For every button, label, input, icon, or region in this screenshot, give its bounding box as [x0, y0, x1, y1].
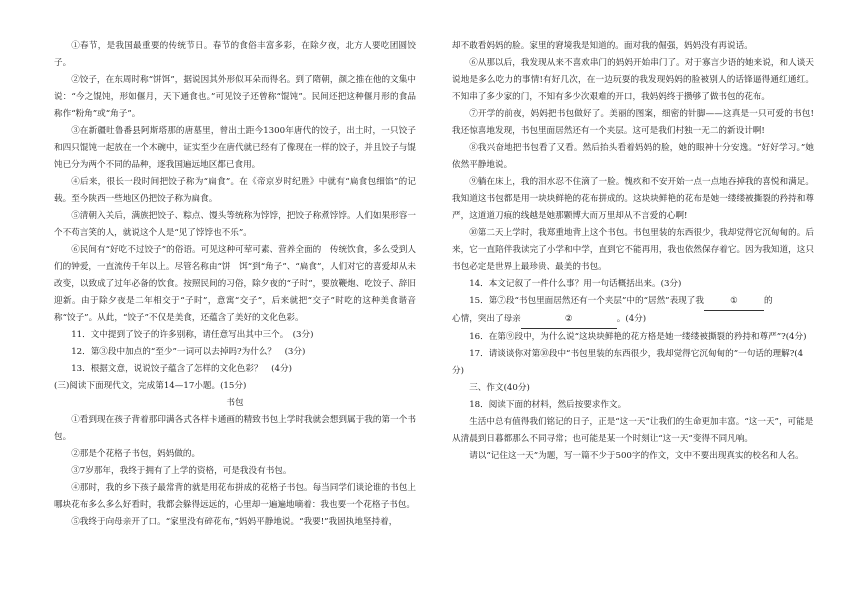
story-title: 书包	[226, 398, 244, 408]
story-paragraph-2: ②那是个花格子书包，妈妈做的。	[71, 449, 201, 459]
story-paragraph-6: ⑥从那以后，我发现从来不喜欢串门的妈妈开始串门了。对于寡言少语的她来说，和人谈天说地是多么吃力的事情!有好几次，在一边玩耍的我发现妈妈的脸被别人的话锋逼得通红通红。不知串了多少家的门，不知有多少次艰难的开口，我妈妈终于攒够了做书包的花布。	[452, 58, 814, 102]
answer-blank-1[interactable]: ①	[704, 293, 764, 311]
story-paragraph-1: ①看到现在孩子背着那印满各式各样卡通画的精致书包上学时我就会想到属于我的第一个书包。	[54, 415, 416, 442]
essay-paragraph-5: ⑤清朝入关后，满族把饺子、粽点、馒头等统称为饽饽，把饺子称煮饽饽。人们如果形容一个不苟言笑的人，就说这个人是“见了饽饽也不乐”。	[54, 211, 416, 238]
story-paragraph-9: ⑨躺在床上，我的泪水忍不住滴了一脸。愧疚和不安开始一点一点地吞掉我的喜悦和满足。我知道这书包都是用一块块鲜艳的花布拼成的。这块块鲜艳的花布是她一缕缕被撕裂的矜持和尊严，这道道刀痕的线越是她那颗博大而万里却从不言爱的心啊!	[452, 177, 814, 221]
story-paragraph-3: ③7岁那年，我终于拥有了上学的资格，可是我没有书包。	[71, 466, 292, 476]
question-11: 11．文中提到了饺子的许多别称，请任意写出其中三个。 (3分)	[71, 330, 314, 340]
question-12: 12．第③段中加点的“至少”一词可以去掉吗?为什么？ (3分)	[71, 347, 306, 357]
question-15-part-d: 。(4分)	[616, 314, 647, 324]
essay-paragraph-2: ②饺子，在东周时称“饼饵”，据说因其外形似耳朵而得名。到了隋朝，颜之推在他的文集中说：“今之馄饨，形如偃月，天下通食也。”可见饺子还曾称“馄饨”。民间还把这种偃月形的食品称作“粉角”或“角子”。	[54, 75, 416, 119]
right-column	[452, 38, 814, 465]
story-paragraph-5-cont: 却不敢看妈妈的脸。家里的窘境我是知道的。面对我的倔强，妈妈没有再说话。	[452, 41, 753, 51]
answer-blank-2[interactable]: ②	[521, 311, 617, 329]
section-three-heading: (三)阅读下面现代文，完成第14—17小题。(15分)	[54, 381, 247, 391]
question-18: 18．阅读下面的材料，然后按要求作文。	[469, 400, 627, 410]
question-15-part-c: 心情，突出了母亲	[452, 314, 521, 324]
composition-material: 生活中总有值得我们铭记的日子，正是“这一天”让我们的生命更加丰富。“这一天”，可能是从清晨到日暮都那么不同寻常；也可能是某一个时刻让“这一天”变得不同凡响。	[452, 417, 814, 444]
story-paragraph-4: ④那时，我的乡下孩子最常背的就是用花布拼成的花格子书包。每当同学们谈论谁的书包上哪块花布多么多么好看时，我都会躲得远远的，心里却一遍遍地嘀着：我也要一个花格子书包。	[54, 483, 416, 510]
essay-paragraph-6: ⑥民间有“好吃不过饺子”的俗语。可见这种可荤可素、营养全面的 传统饮食，多么受到人们的钟爱，一直流传千年以上。尽管名称由“饼 饵”到“角子”、“扁食”，人们对它的喜爱却从未改变，以致成了过年必备的饮食。按照民间的习俗，除夕夜的“子时”，要放鞭炮、吃饺子、辞旧迎新。由于除夕夜是二年相交于“子时”，意寓“交子”，后来就把“交子”时吃的这种美食谐音称“饺子”。从此，“饺子”不仅是美食，还蕴含了美好的文化色彩。	[54, 245, 416, 323]
question-15-part-a: 15．第⑦段“书包里面居然还有一个夹层”中的“居然”表现了我	[469, 296, 704, 306]
essay-paragraph-4: ④后来，很长一段时间把饺子称为“扁食”。在《帝京岁时纪胜》中就有“扁食包细馅”的记载。至今陕西一些地区仍把饺子称为扁食。	[54, 177, 416, 204]
essay-paragraph-1: ①春节，是我国最重要的传统节日。春节的食俗丰富多彩，在除夕夜，北方人要吃团圆饺子。	[54, 41, 416, 68]
story-paragraph-10: ⑩第二天上学时，我郑重地背上这个书包。书包里装的东西很少，我却觉得它沉甸甸的。后来，它一直陪伴我读完了小学和中学，直到它不能再用，我也依然保存着它。因为我知道，这只书包必定是世界上最珍贵、最美的书包。	[452, 228, 814, 272]
question-16: 16．在第⑨段中，为什么说“这块块鲜艳的花方格是她一缕缕被撕裂的矜持和尊严”?(4分)	[469, 332, 807, 342]
composition-section-heading: 三、作文(40分)	[469, 383, 530, 393]
composition-prompt: 请以“记住这一天”为题，写一篇不少于500字的作文，文中不要出现真实的校名和人名。	[469, 451, 804, 461]
question-13: 13．根据文意，说说饺子蕴含了怎样的文化色彩？ (4分)	[71, 364, 292, 374]
essay-paragraph-3: ③在新疆吐鲁番县阿斯塔那的唐墓里，曾出土距今1300年唐代的饺子，出土时，一只饺子和四只馄饨一起放在一个木碗中，证实至少在唐代就已经有了像现在一样的饺子，并且饺子与馄饨已分为两个不同的品种，逐我国遍远地区都已食用。	[54, 126, 416, 170]
story-paragraph-7: ⑦开学的前夜，妈妈把书包做好了。美丽的图案，细密的针脚——这真是一只可爱的书包!我还惊喜地发现，书包里面居然还有一个夹层。这可是我们村独一无二的新设计啊!	[452, 109, 814, 136]
question-15-part-b: 的	[763, 296, 773, 306]
question-14: 14．本文记叙了一件什么事？用一句话概括出来。(3分)	[469, 279, 682, 289]
left-column	[54, 38, 416, 531]
story-paragraph-5: ⑤我终于向母亲开了口。“家里没有碎花布，”妈妈平静地说。“我要!”我固执地坚持着，	[71, 517, 398, 527]
question-15	[452, 293, 814, 311]
question-17: 17．请谈谈你对第⑩段中“书包里装的东西很少，我却觉得它沉甸甸的”一句话的理解?(4分)	[452, 349, 804, 376]
story-paragraph-8: ⑧我兴奋地把书包看了又看。然后抬头看着妈妈的脸，她的眼神十分安逸。“好好学习。”她依然平静地说。	[452, 143, 814, 170]
question-15-line-2	[452, 311, 814, 329]
